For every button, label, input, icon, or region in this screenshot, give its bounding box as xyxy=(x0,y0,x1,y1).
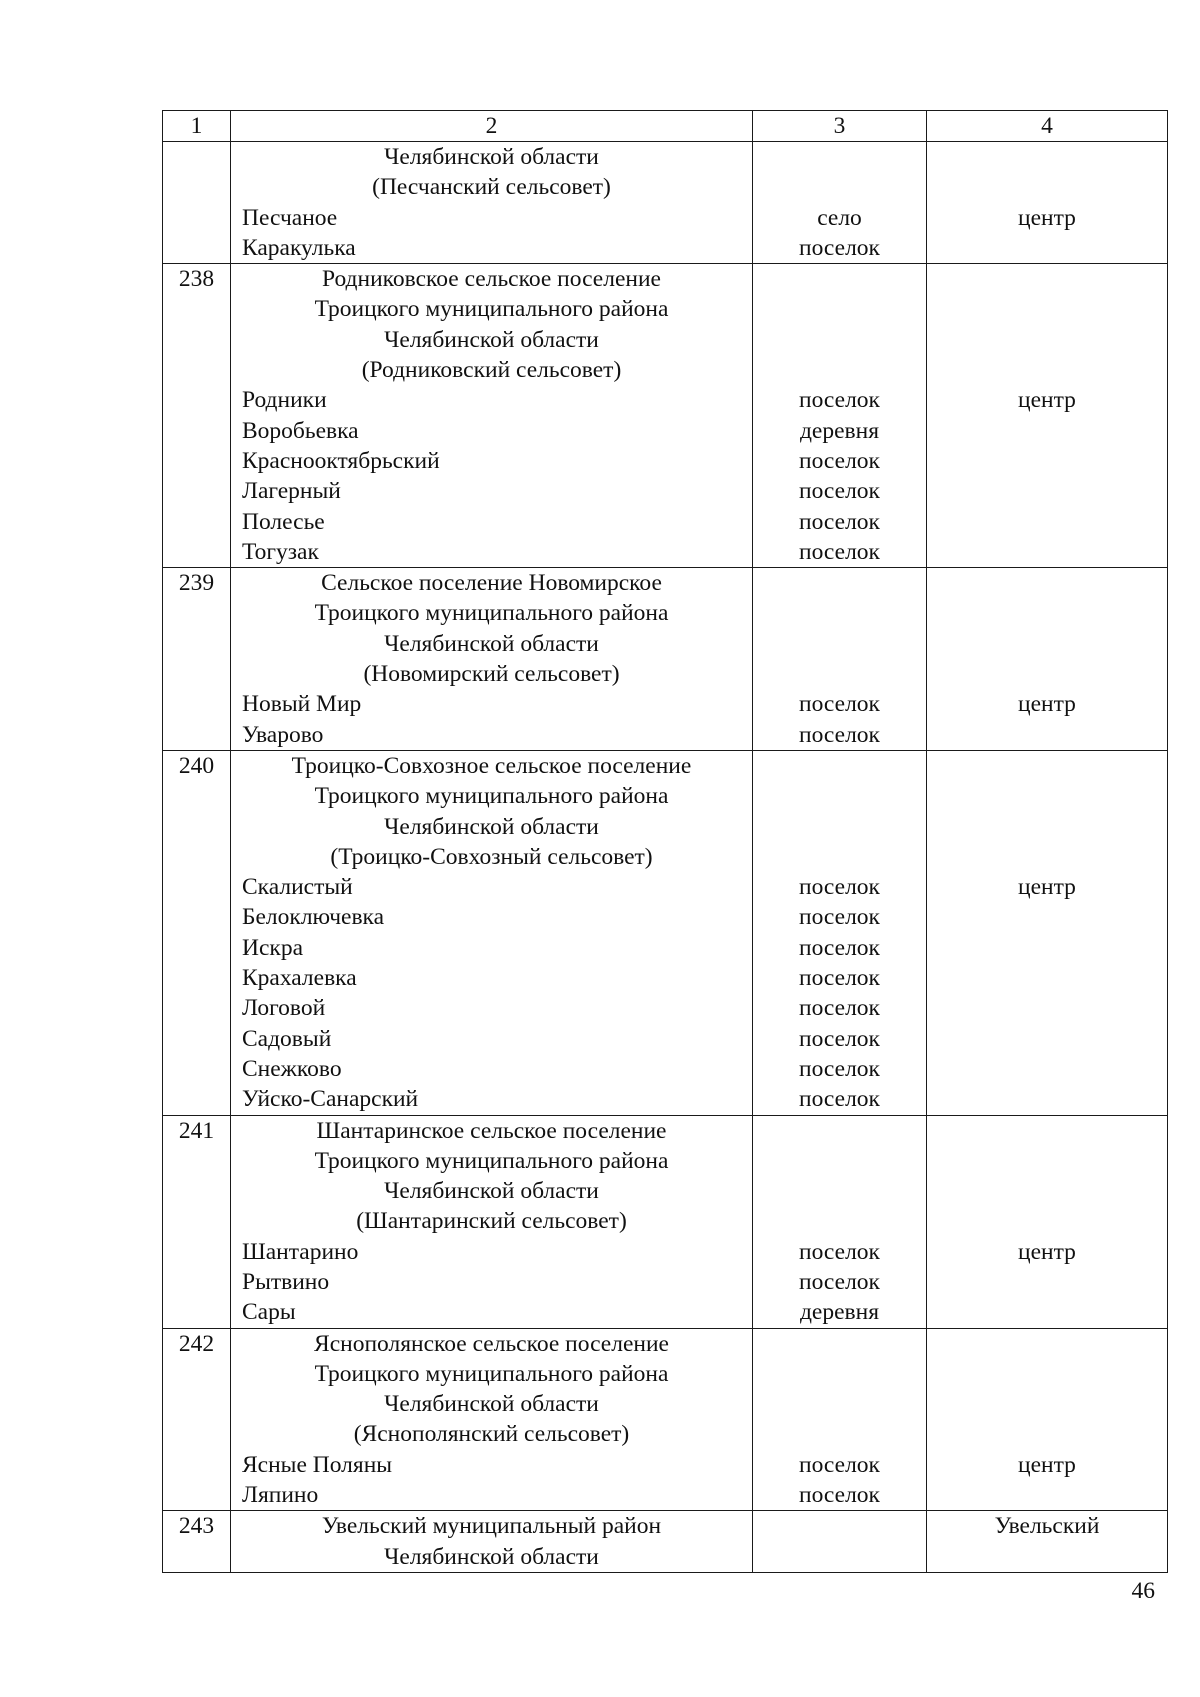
settlement-name: Родники xyxy=(242,387,327,414)
settlement-status: центр xyxy=(1018,1238,1076,1265)
municipality-title-line: Челябинской области xyxy=(384,813,599,840)
blank-line xyxy=(927,1206,1167,1236)
blank-line xyxy=(927,476,1167,506)
entry-number xyxy=(163,142,231,264)
blank-line xyxy=(927,264,1167,294)
blank-line xyxy=(927,1054,1167,1084)
settlement-name: Лагерный xyxy=(242,478,341,505)
blank-line xyxy=(927,720,1167,750)
settlement-status-cell xyxy=(927,1115,1168,1328)
header-col-2: 2 xyxy=(231,111,753,142)
table-body xyxy=(163,111,1168,1573)
settlement-type: поселок xyxy=(799,508,880,535)
settlement-type-cell xyxy=(753,264,927,568)
settlement-status: центр xyxy=(1018,1451,1076,1478)
header-col-4: 4 xyxy=(927,111,1168,142)
blank-line xyxy=(927,507,1167,537)
settlement-type: поселок xyxy=(799,691,880,718)
settlement-type: поселок xyxy=(799,874,880,901)
settlement-name: Белоключевка xyxy=(242,904,385,931)
blank-line xyxy=(927,1359,1167,1389)
settlement-name: Ляпино xyxy=(242,1482,319,1509)
settlement-type-cell xyxy=(753,142,927,264)
settlement-name: Песчаное xyxy=(242,204,338,231)
settlement-type: поселок xyxy=(799,387,880,414)
blank-line xyxy=(753,1176,926,1206)
settlement-name: Краснооктябрьский xyxy=(242,447,440,474)
municipality-title-line: Челябинской области xyxy=(384,1543,599,1570)
settlement-status: центр xyxy=(1018,874,1076,901)
blank-line xyxy=(927,1297,1167,1327)
settlements-table xyxy=(162,110,1168,1573)
blank-line xyxy=(927,842,1167,872)
blank-line xyxy=(753,629,926,659)
entry-number: 238 xyxy=(163,264,231,568)
settlement-type: поселок xyxy=(799,1238,880,1265)
municipality-title-line: (Шантаринский сельсовет) xyxy=(356,1208,627,1235)
municipality-cell xyxy=(231,750,753,1115)
blank-line xyxy=(753,1206,926,1236)
municipality-cell xyxy=(231,568,753,751)
blank-line xyxy=(927,1116,1167,1146)
settlement-type-cell xyxy=(753,750,927,1115)
settlement-status-cell xyxy=(927,1511,1168,1573)
blank-line xyxy=(927,933,1167,963)
settlement-status-cell xyxy=(927,1328,1168,1511)
municipality-title-line: (Песчанский сельсовет) xyxy=(372,174,611,201)
blank-line xyxy=(927,963,1167,993)
settlement-type: деревня xyxy=(799,1299,880,1326)
table-row xyxy=(163,1115,1168,1328)
municipality-title-line: Троицкого муниципального района xyxy=(314,296,669,323)
blank-line xyxy=(753,142,926,172)
settlement-status-cell xyxy=(927,142,1168,264)
municipality-title-line: Троицко-Совхозное сельское поселение xyxy=(291,752,692,779)
settlement-type: поселок xyxy=(799,965,880,992)
settlement-type: поселок xyxy=(799,1268,880,1295)
municipality-cell xyxy=(231,142,753,264)
blank-line xyxy=(927,294,1167,324)
settlement-name: Садовый xyxy=(242,1025,332,1052)
settlement-type: поселок xyxy=(799,934,880,961)
blank-line xyxy=(927,902,1167,932)
settlement-type: поселок xyxy=(799,995,880,1022)
settlement-name: Шантарино xyxy=(242,1238,359,1265)
blank-line xyxy=(753,172,926,202)
settlement-type: поселок xyxy=(799,1055,880,1082)
municipality-title-line: Шантаринское сельское поселение xyxy=(316,1117,667,1144)
district-center-name: Увельский xyxy=(994,1513,1100,1540)
blank-line xyxy=(927,751,1167,781)
blank-line xyxy=(753,355,926,385)
municipality-title-line: Троицкого муниципального района xyxy=(314,783,669,810)
table-row xyxy=(163,568,1168,751)
blank-line xyxy=(927,446,1167,476)
blank-line xyxy=(753,1542,926,1572)
settlement-type-cell xyxy=(753,1115,927,1328)
blank-line xyxy=(753,812,926,842)
blank-line xyxy=(927,233,1167,263)
header-col-1: 1 xyxy=(163,111,231,142)
entry-number: 240 xyxy=(163,750,231,1115)
settlement-status-cell xyxy=(927,568,1168,751)
table-row xyxy=(163,1511,1168,1573)
municipality-title-line: (Яснополянский сельсовет) xyxy=(353,1421,630,1448)
municipality-title-line: Челябинской области xyxy=(384,326,599,353)
settlement-name: Крахалевка xyxy=(242,965,357,992)
municipality-title-line: (Родниковский сельсовет) xyxy=(361,357,622,384)
settlement-name: Новый Мир xyxy=(242,691,362,718)
blank-line xyxy=(927,1419,1167,1449)
settlement-type: поселок xyxy=(799,478,880,505)
blank-line xyxy=(927,416,1167,446)
settlement-type: поселок xyxy=(799,1086,880,1113)
blank-line xyxy=(927,325,1167,355)
blank-line xyxy=(753,1511,926,1541)
settlement-type-cell xyxy=(753,568,927,751)
municipality-title-line: Троицкого муниципального района xyxy=(314,1360,669,1387)
settlement-name: Воробьевка xyxy=(242,417,359,444)
blank-line xyxy=(927,1480,1167,1510)
municipality-title-line: Троицкого муниципального района xyxy=(314,600,669,627)
entry-number: 241 xyxy=(163,1115,231,1328)
municipality-title-line: Сельское поселение Новомирское xyxy=(321,570,662,597)
blank-line xyxy=(927,1146,1167,1176)
blank-line xyxy=(927,781,1167,811)
entry-number: 239 xyxy=(163,568,231,751)
municipality-title-line: Троицкого муниципального района xyxy=(314,1147,669,1174)
settlement-status-cell xyxy=(927,750,1168,1115)
blank-line xyxy=(753,1329,926,1359)
municipality-cell xyxy=(231,1115,753,1328)
blank-line xyxy=(753,294,926,324)
blank-line xyxy=(927,1024,1167,1054)
settlement-type: поселок xyxy=(799,904,880,931)
entry-number: 243 xyxy=(163,1511,231,1573)
page-number: 46 xyxy=(1131,1578,1155,1604)
settlement-name: Сары xyxy=(242,1299,296,1326)
municipality-cell xyxy=(231,1328,753,1511)
municipality-title-line: (Новомирский сельсовет) xyxy=(363,661,620,688)
blank-line xyxy=(927,812,1167,842)
table-row xyxy=(163,142,1168,264)
settlement-type: поселок xyxy=(799,538,880,565)
settlement-status: центр xyxy=(1018,691,1076,718)
municipality-title-line: Челябинской области xyxy=(384,144,599,170)
blank-line xyxy=(753,325,926,355)
municipality-title-line: (Троицко-Совхозный сельсовет) xyxy=(330,843,653,870)
settlement-type-cell xyxy=(753,1511,927,1573)
settlement-name: Уварово xyxy=(242,721,324,748)
blank-line xyxy=(927,537,1167,567)
settlement-type: поселок xyxy=(799,721,880,748)
settlement-name: Ясные Поляны xyxy=(242,1451,393,1478)
blank-line xyxy=(927,629,1167,659)
municipality-cell xyxy=(231,264,753,568)
table-row xyxy=(163,750,1168,1115)
settlement-type: поселок xyxy=(799,447,880,474)
blank-line xyxy=(927,598,1167,628)
blank-line xyxy=(753,568,926,598)
blank-line xyxy=(753,1359,926,1389)
settlement-name: Каракулька xyxy=(242,234,356,261)
table-row xyxy=(163,1328,1168,1511)
blank-line xyxy=(753,598,926,628)
settlement-type: поселок xyxy=(799,1482,880,1509)
blank-line xyxy=(753,264,926,294)
blank-line xyxy=(753,751,926,781)
blank-line xyxy=(927,142,1167,172)
table-row xyxy=(163,264,1168,568)
header-row xyxy=(163,111,1168,142)
blank-line xyxy=(753,1146,926,1176)
settlement-status: центр xyxy=(1018,204,1076,231)
municipality-title-line: Челябинской области xyxy=(384,1178,599,1205)
entry-number: 242 xyxy=(163,1328,231,1511)
settlement-status-cell xyxy=(927,264,1168,568)
settlement-type: поселок xyxy=(799,1451,880,1478)
settlement-type: деревня xyxy=(799,417,880,444)
blank-line xyxy=(927,1329,1167,1359)
blank-line xyxy=(927,1267,1167,1297)
blank-line xyxy=(753,1419,926,1449)
municipality-title-line: Родниковское сельское поселение xyxy=(322,266,661,293)
blank-line xyxy=(927,172,1167,202)
municipality-title-line: Челябинской области xyxy=(384,1391,599,1418)
municipality-title-line: Яснополянское сельское поселение xyxy=(314,1330,669,1357)
settlement-name: Тогузак xyxy=(242,538,319,565)
blank-line xyxy=(927,355,1167,385)
blank-line xyxy=(753,659,926,689)
settlement-name: Уйско-Санарский xyxy=(242,1086,419,1113)
settlement-name: Снежково xyxy=(242,1055,342,1082)
settlement-type-cell xyxy=(753,1328,927,1511)
blank-line xyxy=(927,1084,1167,1114)
blank-line xyxy=(927,1389,1167,1419)
settlement-name: Скалистый xyxy=(242,874,353,901)
settlement-name: Рытвино xyxy=(242,1268,330,1295)
municipality-title-line: Челябинской области xyxy=(384,630,599,657)
blank-line xyxy=(927,659,1167,689)
municipality-cell xyxy=(231,1511,753,1573)
header-col-3: 3 xyxy=(753,111,927,142)
settlement-type: поселок xyxy=(799,234,880,261)
blank-line xyxy=(927,568,1167,598)
settlement-status: центр xyxy=(1018,387,1076,414)
municipality-title-line: Увельский муниципальный район xyxy=(321,1513,662,1540)
blank-line xyxy=(927,1176,1167,1206)
settlement-type: поселок xyxy=(799,1025,880,1052)
settlement-name: Логовой xyxy=(242,995,326,1022)
blank-line xyxy=(753,1116,926,1146)
blank-line xyxy=(753,781,926,811)
settlement-type: село xyxy=(817,204,862,231)
blank-line xyxy=(927,993,1167,1023)
settlement-name: Искра xyxy=(242,934,303,961)
settlement-name: Полесье xyxy=(242,508,325,535)
blank-line xyxy=(753,842,926,872)
blank-line xyxy=(753,1389,926,1419)
